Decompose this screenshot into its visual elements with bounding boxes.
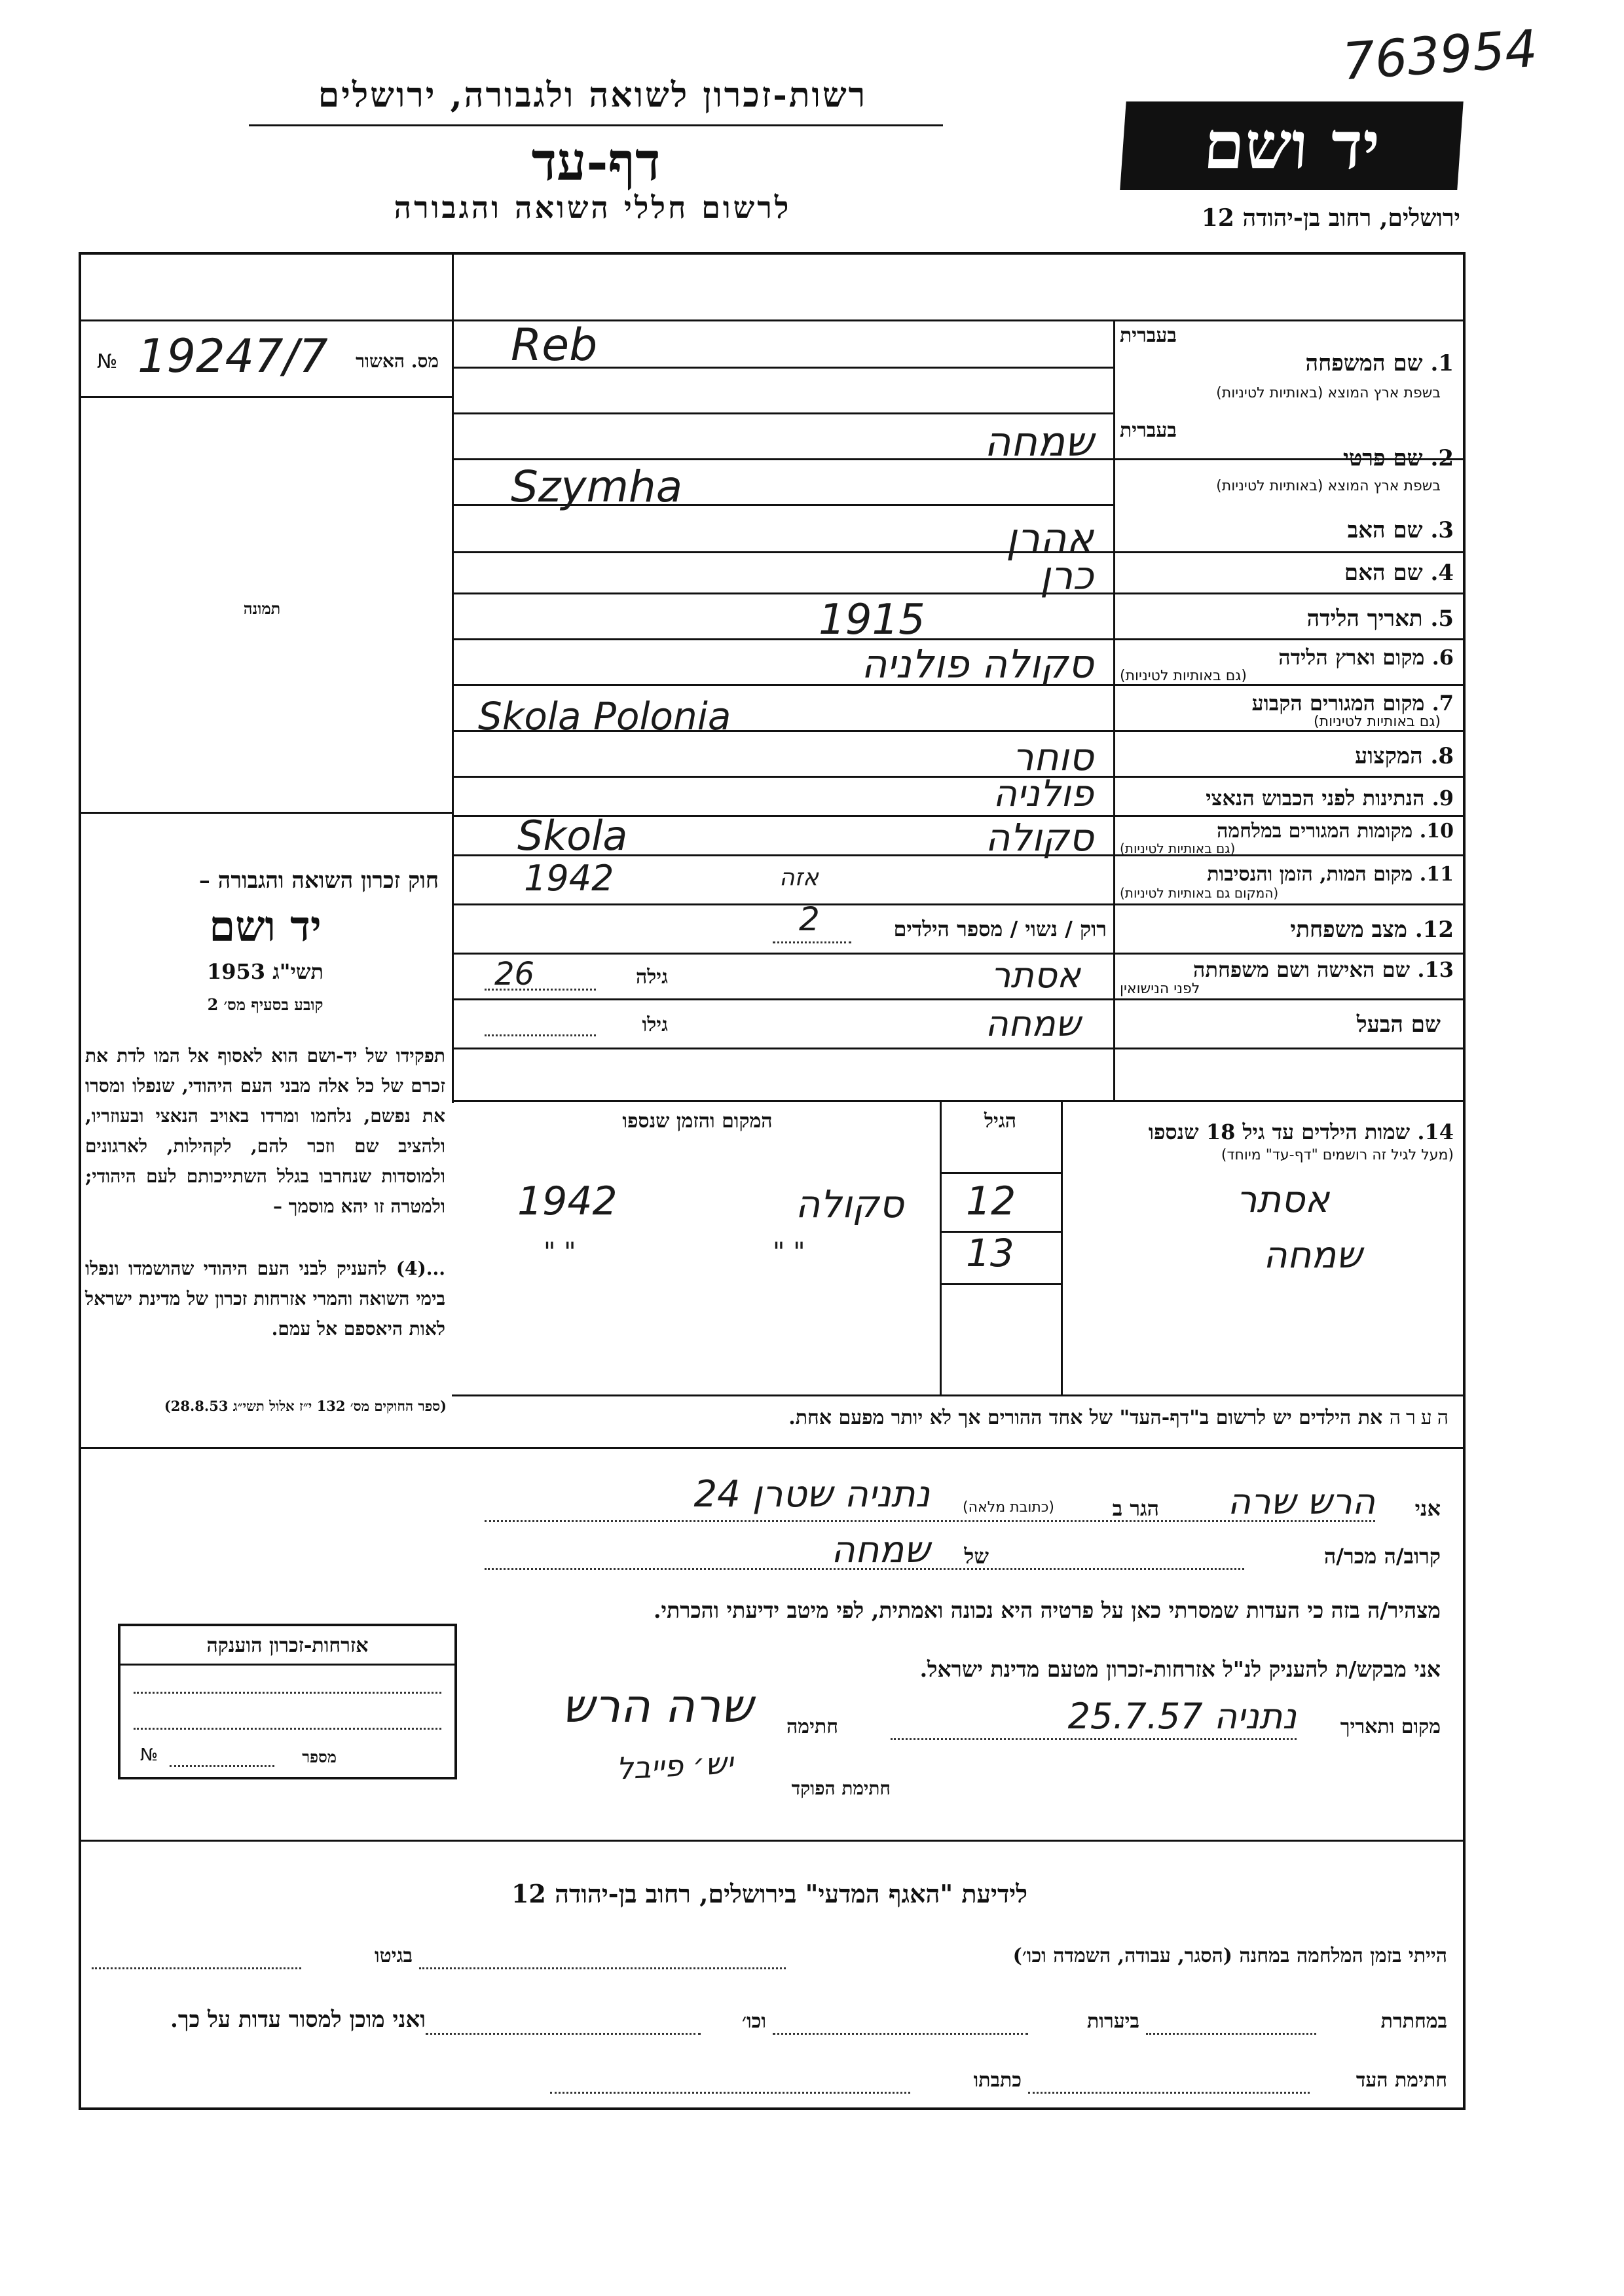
field-3-text: שם האב bbox=[1347, 517, 1423, 543]
field-7-num: 7. bbox=[1431, 691, 1454, 716]
footer-ready-testify: ואני מוכן למסור עדות על כך. bbox=[170, 2007, 426, 2033]
field-10-value-latin: Skola bbox=[517, 812, 628, 860]
field-10-label bbox=[1120, 820, 1454, 843]
resides-label: הגר ב bbox=[1112, 1496, 1159, 1521]
citizenship-box-title: אזרחות-זכרון הוענקה bbox=[120, 1634, 454, 1666]
authority-name: רשות-זכרון לשואה ולגבורה, ירושלים bbox=[318, 75, 868, 115]
field-2-num: 2. bbox=[1430, 445, 1454, 471]
field-13-hint: לפני הנישואין bbox=[1120, 981, 1200, 997]
field-6-label bbox=[1126, 645, 1454, 670]
field-2-value-latin: Szymha bbox=[511, 462, 683, 512]
field-6-value: סקולה פולניה bbox=[861, 642, 1094, 687]
marital-status-options: רוק / נשוי / מספר הילדים bbox=[893, 917, 1107, 941]
approval-no-sign: № bbox=[97, 350, 118, 373]
field-14-hint: (מעל לגיל זה רושמים "דף-עד" מיוחד) bbox=[1221, 1147, 1454, 1163]
wife-age: 26 bbox=[494, 956, 535, 993]
children-count: 2 bbox=[799, 900, 820, 938]
field-9-label bbox=[1120, 786, 1454, 811]
field-3-num: 3. bbox=[1430, 517, 1454, 543]
field-4-label bbox=[1126, 560, 1454, 586]
footer-camp-label: הייתי בזמן המלחמה במחנה (הסגר, עבודה, השמדה וכו׳) bbox=[1012, 1944, 1447, 1967]
field-10-num: 10. bbox=[1419, 820, 1454, 843]
law-reference: (ספר החוקים מס׳ 132 י״ז אלול תשי״ג 28.8.53) bbox=[164, 1398, 447, 1414]
law-year: תשי"ג 1953 bbox=[207, 959, 323, 984]
official-signature-label: חתימת הפוקד bbox=[791, 1777, 891, 1799]
footer-witness-signature-label: חתימת העד bbox=[1356, 2069, 1447, 2092]
law-name: יד ושם bbox=[209, 902, 322, 951]
field-1-value-latin: Reb bbox=[511, 319, 598, 371]
place-date-line bbox=[891, 1738, 1297, 1740]
law-text-1: תפקידו של יד-ושם הוא לאסוף אל המו לדת את זכרם של כל אלה מבני העם היהודי, שנפלו ומסרו את נפשם, נלחמו ומרדו באויב הנאצי ובעוזריו, ולהציב שם וזכר להם, לקהילות, לארגונים ולמוסדות שנחרבו בגלל השתייכותם לעם היהודי; ולמטרה זו יהא מוסמך – bbox=[85, 1045, 445, 1217]
footer-title: לידיעת "האגף המדעי" בירושלים, רחוב בן-יהודה 12 bbox=[511, 1879, 1028, 1908]
field-12-label bbox=[1126, 917, 1454, 943]
footer-ghetto-label: בגיטו bbox=[374, 1944, 413, 1967]
field-14-text: שמות הילדים עד גיל 18 שנספו bbox=[1148, 1120, 1411, 1144]
citizenship-box bbox=[118, 1624, 457, 1779]
field-11-num: 11. bbox=[1419, 863, 1454, 886]
of-line bbox=[485, 1568, 1244, 1570]
child-2-year: " " bbox=[544, 1237, 576, 1267]
declarant-name: הרש שרה bbox=[1227, 1481, 1375, 1522]
field-4-num: 4. bbox=[1430, 560, 1454, 586]
field-9-text: הנתינות לפני הכבוש הנאצי bbox=[1206, 786, 1425, 811]
child-1-place: סקולה bbox=[795, 1182, 904, 1226]
child-2-name: שמחה bbox=[1263, 1234, 1362, 1277]
handwritten-number: 763954 bbox=[1340, 19, 1540, 92]
field-3-label bbox=[1126, 517, 1454, 543]
field-10-value-hebrew: סקולה bbox=[985, 815, 1094, 860]
field-14-num: 14. bbox=[1417, 1120, 1454, 1144]
field-1-text: שם המשפחה bbox=[1305, 350, 1423, 376]
child-1-name: אסתר bbox=[1236, 1178, 1329, 1221]
children-count-line bbox=[773, 941, 851, 943]
child-2-place: " " bbox=[773, 1237, 805, 1267]
field-4-value: כרן bbox=[1040, 553, 1094, 599]
address-value: נתניה שטרן 24 bbox=[693, 1473, 930, 1516]
note-label: הערה bbox=[1389, 1406, 1454, 1429]
official-signature-value: יש׳ פייבל bbox=[615, 1745, 735, 1787]
field-8-label bbox=[1126, 743, 1454, 769]
footer-etc-label: וכו׳ bbox=[742, 2010, 766, 2033]
field-12-num: 12. bbox=[1414, 917, 1454, 943]
field-1-hebrew-tag: בעברית bbox=[1120, 324, 1177, 347]
field-11-text: מקום המות, הזמן והנסיבות bbox=[1207, 863, 1413, 886]
citizenship-box-number-sign: № bbox=[140, 1745, 158, 1765]
citizenship-box-number-label: מספר bbox=[302, 1747, 337, 1766]
husband-name: שמחה bbox=[985, 1003, 1080, 1044]
field-6-text: מקום וארץ הלידה bbox=[1278, 645, 1425, 670]
yad-vashem-logo bbox=[1120, 101, 1463, 190]
field-13-text: שם האישה ושם משפחתה bbox=[1193, 957, 1411, 982]
address-line bbox=[485, 1520, 1375, 1522]
header-underline bbox=[249, 124, 943, 126]
husband-age-line bbox=[485, 1034, 596, 1036]
field-1-label bbox=[1126, 350, 1454, 376]
field-1-hint: בשפת ארץ המוצא (באותיות לטיניות) bbox=[1216, 385, 1441, 401]
field-7-hint: (גם באותיות לטיניות) bbox=[1314, 714, 1441, 730]
address-hint: (כתובת מלאה) bbox=[963, 1499, 1054, 1516]
of-value: שמחה bbox=[831, 1529, 930, 1571]
field-2-value-hebrew: שמחה bbox=[984, 418, 1094, 465]
approval-number-area bbox=[85, 324, 449, 396]
field-2-hebrew-tag: בעברית bbox=[1120, 419, 1177, 442]
child-1-age: 12 bbox=[966, 1178, 1016, 1224]
photo-label: תמונה bbox=[243, 599, 281, 618]
field-7-text: מקום המגורים הקבוע bbox=[1251, 691, 1425, 716]
child-1-year: 1942 bbox=[517, 1178, 618, 1224]
law-title: חוק זכרון השואה והגבורה – bbox=[198, 867, 439, 894]
form-title: דף-עד bbox=[531, 131, 661, 192]
wife-age-label: גילה bbox=[635, 966, 668, 989]
of-label: של bbox=[964, 1544, 989, 1569]
col-age-header: הגיל bbox=[984, 1110, 1017, 1133]
place-date-value: נתניה 25.7.57 bbox=[1067, 1696, 1297, 1737]
field-6-hint: (גם באותיות לטיניות) bbox=[1120, 668, 1247, 684]
field-10-hint: (גם באותיות לטיניות) bbox=[1120, 841, 1236, 856]
field-10-text: מקומות המגורים במלחמה bbox=[1217, 820, 1413, 843]
field-11-value-year: 1942 bbox=[524, 858, 614, 899]
law-text-2: ...(4) להעניק לבני העם היהודי שהושמדו ונפלו בימי השואה והמרי אזרחות זכרון של מדינת ישראל לאות היאספם אל עמם. bbox=[85, 1258, 445, 1339]
field-13-num: 13. bbox=[1417, 957, 1454, 982]
field-8-text: המקצוע bbox=[1354, 743, 1423, 769]
field-4-text: שם האם bbox=[1344, 560, 1423, 586]
wife-name: אסתר bbox=[990, 955, 1080, 996]
child-2-age: 13 bbox=[966, 1231, 1014, 1275]
law-clause: קובע בסעיף מס׳ 2 bbox=[207, 995, 323, 1014]
col-place-time-header: המקום והזמן שנספו bbox=[622, 1110, 773, 1133]
field-12-text: מצב משפחתי bbox=[1290, 917, 1407, 943]
citizenship-request: אני מבקש/ת להעניק לנ"ל אזרחות-זכרון מטעם מדינת ישראל. bbox=[919, 1656, 1441, 1682]
wife-age-line bbox=[485, 989, 596, 991]
husband-age-label: גילו bbox=[642, 1013, 668, 1036]
logo-text: יד ושם bbox=[1201, 107, 1382, 184]
field-14-label bbox=[1067, 1120, 1454, 1144]
field-13-label bbox=[1126, 957, 1454, 982]
field-7-value: Skola Polonia bbox=[478, 694, 731, 738]
note-text: את הילדים יש לרשום ב"דף-העד" של אחד ההורים אך לא יותר מפעם אחת. bbox=[788, 1406, 1383, 1429]
field-6-num: 6. bbox=[1431, 645, 1454, 670]
field-9-num: 9. bbox=[1431, 786, 1454, 811]
field-11-hint: (המקום גם באותיות לטיניות) bbox=[1120, 885, 1279, 901]
header-address: ירושלים, רחוב בן-יהודה 12 bbox=[1201, 204, 1460, 232]
field-2-hint: בשפת ארץ המוצא (באותיות לטיניות) bbox=[1216, 478, 1441, 494]
form-subtitle: לרשום חללי השואה והגבורה bbox=[394, 190, 792, 225]
field-3-value: אהרן bbox=[1006, 514, 1094, 562]
declaration-statement: מצהיר/ה בזה כי העדות שמסרתי כאן על פרטיה היא נכונה ואמתית, לפי מיטב ידיעתי והכרתי. bbox=[654, 1597, 1441, 1623]
relative-label: קרוב/ה מכר/ה bbox=[1323, 1544, 1441, 1569]
footer-forests-label: ביערות bbox=[1086, 2010, 1139, 2033]
field-1-num: 1. bbox=[1430, 350, 1454, 376]
field-8-num: 8. bbox=[1430, 743, 1454, 769]
signature-value: שרה הרש bbox=[562, 1679, 753, 1733]
husband-label: שם הבעל bbox=[1356, 1011, 1441, 1038]
approval-label: מס. האשור bbox=[356, 350, 439, 372]
field-7-label bbox=[1126, 691, 1454, 716]
field-2-text: שם פרטי bbox=[1342, 445, 1423, 471]
field-9-value: פולניה bbox=[993, 773, 1094, 815]
footer-address-label: כתבתו bbox=[973, 2069, 1022, 2092]
place-date-label: מקום ותאריך bbox=[1340, 1715, 1441, 1738]
field-5-text: תאריך הלידה bbox=[1306, 606, 1423, 632]
field-5-label bbox=[1126, 606, 1454, 632]
note bbox=[458, 1406, 1454, 1429]
field-8-value: סוחר bbox=[1012, 735, 1094, 779]
signature-label: חתימה bbox=[786, 1715, 838, 1738]
footer-underground-label: במחתרת bbox=[1380, 2010, 1447, 2033]
field-2-label bbox=[1126, 445, 1454, 471]
field-11-value-hebrew: אזה bbox=[779, 864, 819, 891]
field-5-value: 1915 bbox=[819, 596, 925, 644]
approval-value: 19247/7 bbox=[138, 329, 328, 383]
declarant-i-label: אני bbox=[1414, 1496, 1441, 1521]
field-11-label bbox=[1120, 863, 1454, 886]
field-5-num: 5. bbox=[1430, 606, 1454, 632]
